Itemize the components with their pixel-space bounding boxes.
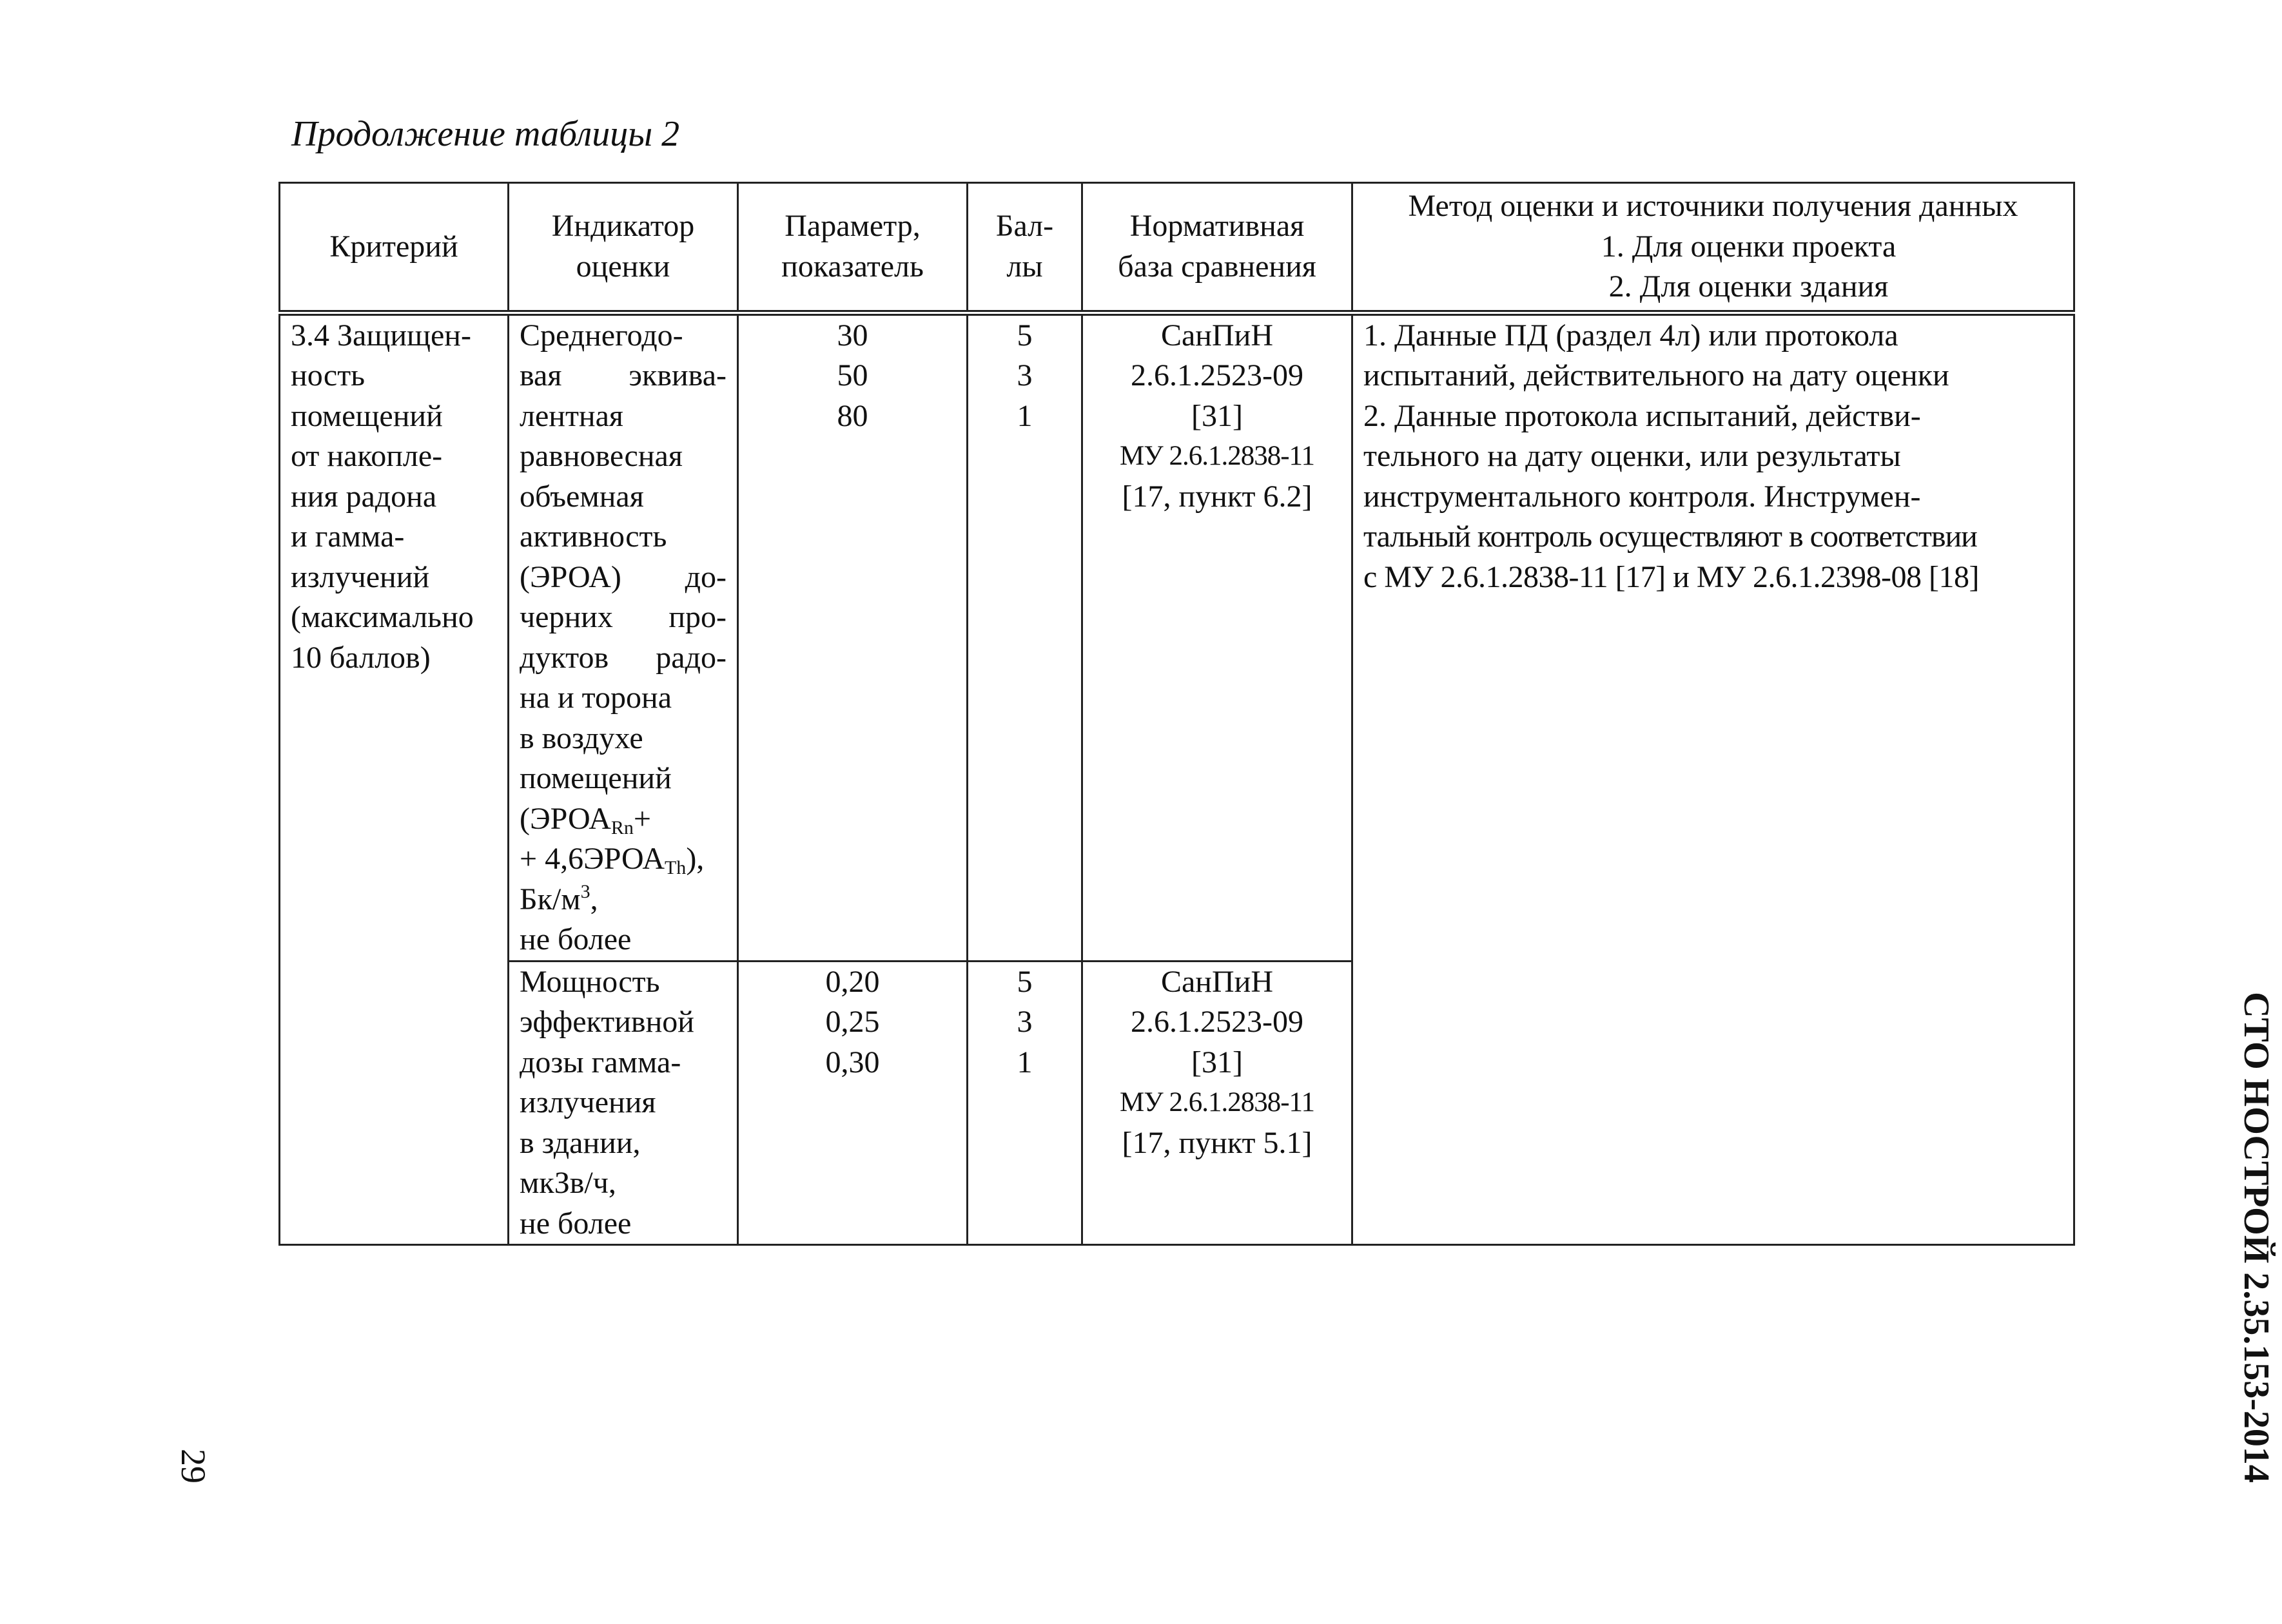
table-row-radon [280, 313, 2074, 961]
header-indicator: Индикатор оценки [509, 183, 738, 313]
norm-cell-radon: СанПиН 2.6.1.2523-09 [31] МУ 2.6.1.2838-11 [17, пункт 6.2] [1082, 313, 1352, 961]
table-header-row [280, 183, 2074, 313]
indicator-cell-gamma: Мощность эффективной дозы гамма- излучения в здании, мкЗв/ч, не более [509, 961, 738, 1245]
points-cell-gamma: 5 3 1 [968, 961, 1082, 1245]
header-parameter: Параметр, показатель [738, 183, 968, 313]
points-cell-radon: 5 3 1 [968, 313, 1082, 961]
thoron-formula: + $4,6ЭРОА_{Th}$), [520, 842, 705, 878]
parameter-cell-radon: 30 50 80 [738, 313, 968, 961]
header-method: Метод оценки и источники получения данных 1. Для оценки проекта 2. Для оценки здания [1352, 183, 2074, 313]
unit-bq-m3: $Бк/м^3$, [520, 880, 598, 916]
norm-cell-gamma: СанПиН 2.6.1.2523-09 [31] МУ 2.6.1.2838-11 [17, пункт 5.1] [1082, 961, 1352, 1245]
criterion-cell: 3.4 Защищен- ность помещений от накопле- ния радона и гамма- излучений (максимально 10 баллов) [280, 313, 509, 1245]
radon-formula: ($ЭРОА_{Rn}+$ [520, 801, 651, 838]
page-number: 29 [174, 1449, 213, 1484]
parameter-cell-gamma: 0,20 0,25 0,30 [738, 961, 968, 1245]
method-cell: 1. Данные ПД (раздел 4л) или протокола испытаний, действительного на дату оценки 2. Данные протокола испытаний, действи- тельного на дату оценки, или результаты инструментального контроля. Инструмен- тальный контроль осуществляют в соответствии с МУ 2.6.1.2838-11 [17] и МУ 2.6.1.2398-08 [18] [1352, 313, 2074, 1245]
header-norm: Нормативная база сравнения [1082, 183, 1352, 313]
document-code: СТО НОСТРОЙ 2.35.153-2014 [2236, 992, 2276, 1483]
table-continuation-caption: Продолжение таблицы 2 [291, 114, 680, 154]
indicator-cell-radon: Среднегодо- вая эквива- лентная равновесная объемная активность (ЭРОА) до- черних про- дуктов радо- на и торона в воздухе помещений ($ЭРОА_{Rn}+$ + $4,6ЭРОА_{Th}$), $Бк/м^3$, не более [509, 313, 738, 961]
criteria-table [278, 182, 2075, 1246]
header-points: Бал- лы [968, 183, 1082, 313]
header-criterion: Критерий [280, 183, 509, 313]
